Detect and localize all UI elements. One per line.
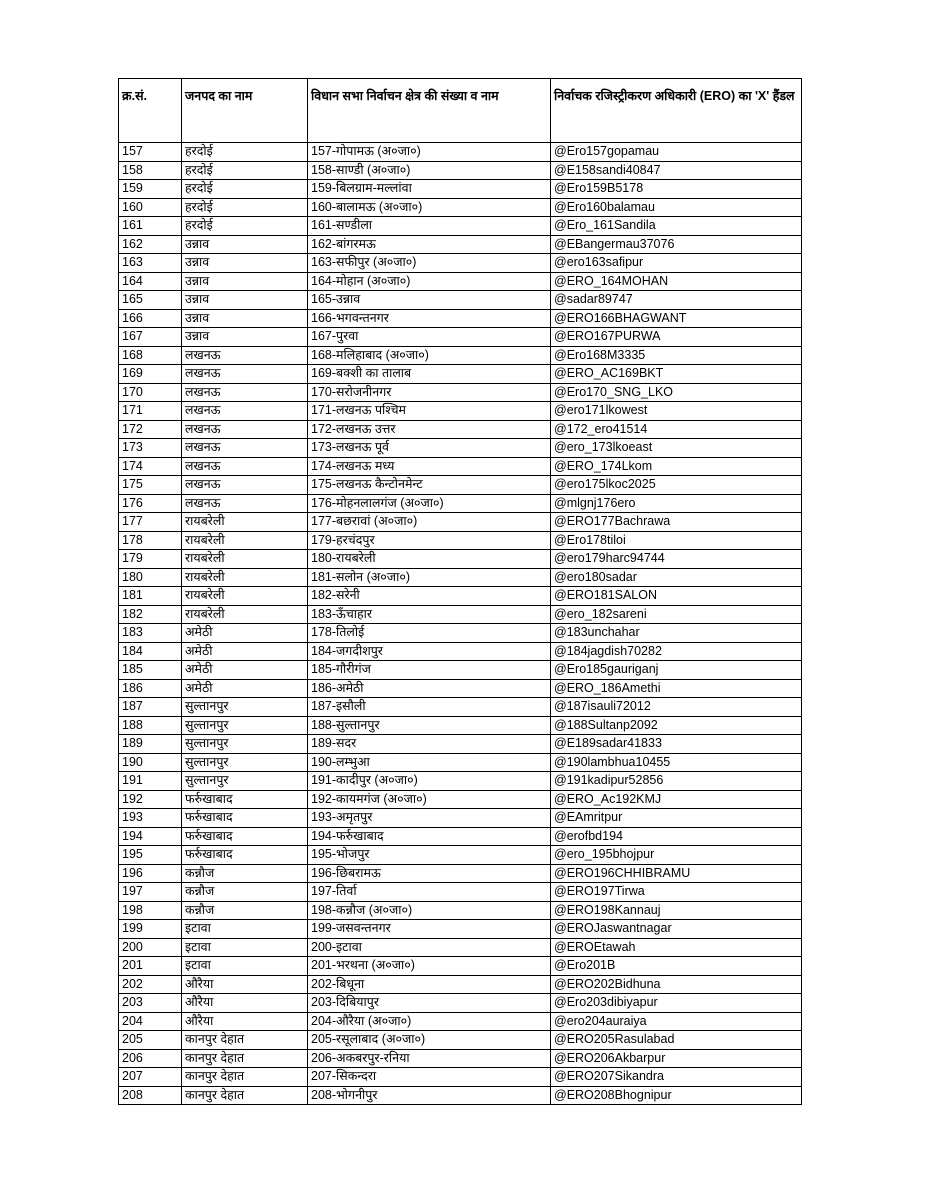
serial-number-cell: 203 — [119, 994, 182, 1013]
district-name-cell: उन्नाव — [182, 272, 308, 291]
serial-number-cell: 197 — [119, 883, 182, 902]
district-name-cell: उन्नाव — [182, 309, 308, 328]
table-row — [119, 494, 802, 513]
table-row — [119, 975, 802, 994]
table-row — [119, 272, 802, 291]
ero-handle-cell: @ero_173lkoeast — [551, 439, 802, 458]
ero-handle-cell: @183unchahar — [551, 624, 802, 643]
ero-handle-cell: @ERO198Kannauj — [551, 901, 802, 920]
table-row — [119, 1012, 802, 1031]
district-name-cell: औरैया — [182, 1012, 308, 1031]
constituency-cell: 159-बिलग्राम-मल्लांवा — [308, 180, 551, 199]
serial-number-cell: 198 — [119, 901, 182, 920]
district-name-cell: फर्रुखाबाद — [182, 790, 308, 809]
ero-handle-cell: @ERO197Tirwa — [551, 883, 802, 902]
serial-number-cell: 167 — [119, 328, 182, 347]
serial-number-cell: 199 — [119, 920, 182, 939]
constituency-cell: 178-तिलोई — [308, 624, 551, 643]
constituency-cell: 167-पुरवा — [308, 328, 551, 347]
table-row — [119, 790, 802, 809]
table-row — [119, 217, 802, 236]
ero-handle-cell: @Ero157gopamau — [551, 143, 802, 162]
serial-number-cell: 183 — [119, 624, 182, 643]
serial-number-cell: 194 — [119, 827, 182, 846]
serial-number-cell: 201 — [119, 957, 182, 976]
table-row — [119, 587, 802, 606]
ero-handle-cell: @E158sandi40847 — [551, 161, 802, 180]
district-name-cell: उन्नाव — [182, 254, 308, 273]
district-name-cell: रायबरेली — [182, 568, 308, 587]
ero-handle-cell: @erofbd194 — [551, 827, 802, 846]
ero-handle-cell: @Ero185gauriganj — [551, 661, 802, 680]
table-row — [119, 476, 802, 495]
district-name-cell: उन्नाव — [182, 328, 308, 347]
constituency-cell: 170-सरोजनीनगर — [308, 383, 551, 402]
ero-handle-cell: @187isauli72012 — [551, 698, 802, 717]
ero-handle-cell: @ero180sadar — [551, 568, 802, 587]
table-row — [119, 309, 802, 328]
district-name-cell: अमेठी — [182, 624, 308, 643]
district-name-cell: रायबरेली — [182, 587, 308, 606]
table-row — [119, 957, 802, 976]
table-row — [119, 161, 802, 180]
ero-handle-cell: @ERO205Rasulabad — [551, 1031, 802, 1050]
district-name-cell: अमेठी — [182, 661, 308, 680]
ero-handle-cell: @ERO181SALON — [551, 587, 802, 606]
serial-number-cell: 190 — [119, 753, 182, 772]
table-row — [119, 772, 802, 791]
ero-handle-cell: @Ero159B5178 — [551, 180, 802, 199]
serial-number-cell: 184 — [119, 642, 182, 661]
constituency-cell: 180-रायबरेली — [308, 550, 551, 569]
table-row — [119, 901, 802, 920]
constituency-cell: 183-ऊँचाहार — [308, 605, 551, 624]
ero-handle-cell: @ero175lkoc2025 — [551, 476, 802, 495]
table-row — [119, 328, 802, 347]
district-name-cell: कन्नौज — [182, 883, 308, 902]
district-name-cell: हरदोई — [182, 143, 308, 162]
ero-handle-cell: @ERO206Akbarpur — [551, 1049, 802, 1068]
district-name-cell: फर्रुखाबाद — [182, 827, 308, 846]
constituency-cell: 184-जगदीशपुर — [308, 642, 551, 661]
serial-number-cell: 175 — [119, 476, 182, 495]
serial-number-cell: 169 — [119, 365, 182, 384]
table-row — [119, 420, 802, 439]
table-row — [119, 753, 802, 772]
table-row — [119, 920, 802, 939]
table-row — [119, 550, 802, 569]
serial-number-cell: 162 — [119, 235, 182, 254]
district-name-cell: सुल्तानपुर — [182, 753, 308, 772]
serial-number-cell: 191 — [119, 772, 182, 791]
district-name-cell: औरैया — [182, 994, 308, 1013]
serial-number-cell: 163 — [119, 254, 182, 273]
table-row — [119, 864, 802, 883]
district-name-cell: कानपुर देहात — [182, 1031, 308, 1050]
serial-number-cell: 174 — [119, 457, 182, 476]
ero-handle-cell: @Ero201B — [551, 957, 802, 976]
ero-handle-cell: @ERO_186Amethi — [551, 679, 802, 698]
ero-handle-cell: @190lambhua10455 — [551, 753, 802, 772]
constituency-cell: 164-मोहान (अ०जा०) — [308, 272, 551, 291]
ero-handle-cell: @ERO207Sikandra — [551, 1068, 802, 1087]
constituency-cell: 187-इसौली — [308, 698, 551, 717]
serial-number-cell: 160 — [119, 198, 182, 217]
constituency-cell: 165-उन्नाव — [308, 291, 551, 310]
ero-handle-cell: @ERO177Bachrawa — [551, 513, 802, 532]
district-name-cell: फर्रुखाबाद — [182, 809, 308, 828]
ero-handle-cell: @Ero203dibiyapur — [551, 994, 802, 1013]
table-header — [119, 79, 802, 143]
constituency-cell: 173-लखनऊ पूर्व — [308, 439, 551, 458]
ero-handle-cell: @184jagdish70282 — [551, 642, 802, 661]
table-row — [119, 605, 802, 624]
district-name-cell: सुल्तानपुर — [182, 716, 308, 735]
ero-handle-cell: @ERO_164MOHAN — [551, 272, 802, 291]
serial-number-cell: 204 — [119, 1012, 182, 1031]
ero-handle-cell: @ero_182sareni — [551, 605, 802, 624]
ero-handle-cell: @E189sadar41833 — [551, 735, 802, 754]
ero-handle-cell: @191kadipur52856 — [551, 772, 802, 791]
ero-handle-cell: @Ero168M3335 — [551, 346, 802, 365]
constituency-cell: 157-गोपामऊ (अ०जा०) — [308, 143, 551, 162]
serial-number-cell: 205 — [119, 1031, 182, 1050]
constituency-cell: 186-अमेठी — [308, 679, 551, 698]
ero-handle-cell: @Ero170_SNG_LKO — [551, 383, 802, 402]
table-row — [119, 365, 802, 384]
serial-number-cell: 181 — [119, 587, 182, 606]
constituency-cell: 161-सण्डीला — [308, 217, 551, 236]
district-name-cell: कन्नौज — [182, 864, 308, 883]
serial-number-cell: 164 — [119, 272, 182, 291]
table-row — [119, 439, 802, 458]
ero-handles-table — [118, 78, 802, 1105]
table-row — [119, 642, 802, 661]
district-name-cell: हरदोई — [182, 217, 308, 236]
serial-number-cell: 193 — [119, 809, 182, 828]
serial-number-cell: 200 — [119, 938, 182, 957]
table-row — [119, 198, 802, 217]
table-row — [119, 698, 802, 717]
serial-number-cell: 188 — [119, 716, 182, 735]
serial-number-cell: 176 — [119, 494, 182, 513]
ero-handle-cell: @EROEtawah — [551, 938, 802, 957]
constituency-cell: 171-लखनऊ पश्चिम — [308, 402, 551, 421]
constituency-cell: 190-लम्भुआ — [308, 753, 551, 772]
constituency-cell: 166-भगवन्तनगर — [308, 309, 551, 328]
constituency-cell: 204-औरैया (अ०जा०) — [308, 1012, 551, 1031]
table-row — [119, 846, 802, 865]
constituency-cell: 197-तिर्वा — [308, 883, 551, 902]
district-name-cell: लखनऊ — [182, 457, 308, 476]
serial-number-cell: 185 — [119, 661, 182, 680]
constituency-cell: 208-भोगनीपुर — [308, 1086, 551, 1105]
serial-number-cell: 170 — [119, 383, 182, 402]
serial-number-cell: 178 — [119, 531, 182, 550]
constituency-cell: 174-लखनऊ मध्य — [308, 457, 551, 476]
district-name-cell: कानपुर देहात — [182, 1086, 308, 1105]
constituency-cell: 181-सलोन (अ०जा०) — [308, 568, 551, 587]
ero-handle-cell: @EBangermau37076 — [551, 235, 802, 254]
ero-handle-cell: @Ero160balamau — [551, 198, 802, 217]
table-row — [119, 254, 802, 273]
serial-number-cell: 195 — [119, 846, 182, 865]
header-serial-number: क्र.सं. — [119, 79, 182, 143]
table-row — [119, 661, 802, 680]
ero-handle-cell: @ERO_174Lkom — [551, 457, 802, 476]
constituency-cell: 207-सिकन्दरा — [308, 1068, 551, 1087]
table-row — [119, 1031, 802, 1050]
district-name-cell: हरदोई — [182, 161, 308, 180]
serial-number-cell: 161 — [119, 217, 182, 236]
district-name-cell: कन्नौज — [182, 901, 308, 920]
district-name-cell: सुल्तानपुर — [182, 698, 308, 717]
district-name-cell: उन्नाव — [182, 235, 308, 254]
ero-handle-cell: @ero163safipur — [551, 254, 802, 273]
constituency-cell: 168-मलिहाबाद (अ०जा०) — [308, 346, 551, 365]
table-row — [119, 346, 802, 365]
serial-number-cell: 168 — [119, 346, 182, 365]
constituency-cell: 205-रसूलाबाद (अ०जा०) — [308, 1031, 551, 1050]
ero-handle-cell: @ERO_Ac192KMJ — [551, 790, 802, 809]
table-row — [119, 679, 802, 698]
district-name-cell: सुल्तानपुर — [182, 772, 308, 791]
district-name-cell: औरैया — [182, 975, 308, 994]
serial-number-cell: 192 — [119, 790, 182, 809]
constituency-cell: 201-भरथना (अ०जा०) — [308, 957, 551, 976]
constituency-cell: 179-हरचंदपुर — [308, 531, 551, 550]
table-row — [119, 457, 802, 476]
serial-number-cell: 159 — [119, 180, 182, 199]
serial-number-cell: 179 — [119, 550, 182, 569]
district-name-cell: कानपुर देहात — [182, 1068, 308, 1087]
table-row — [119, 624, 802, 643]
ero-handle-cell: @ERO196CHHIBRAMU — [551, 864, 802, 883]
district-name-cell: लखनऊ — [182, 476, 308, 495]
district-name-cell: रायबरेली — [182, 605, 308, 624]
ero-handle-cell: @ERO208Bhognipur — [551, 1086, 802, 1105]
table-row — [119, 735, 802, 754]
district-name-cell: लखनऊ — [182, 420, 308, 439]
table-row — [119, 994, 802, 1013]
serial-number-cell: 180 — [119, 568, 182, 587]
table-row — [119, 235, 802, 254]
constituency-cell: 200-इटावा — [308, 938, 551, 957]
district-name-cell: फर्रुखाबाद — [182, 846, 308, 865]
district-name-cell: उन्नाव — [182, 291, 308, 310]
district-name-cell: कानपुर देहात — [182, 1049, 308, 1068]
serial-number-cell: 177 — [119, 513, 182, 532]
constituency-cell: 189-सदर — [308, 735, 551, 754]
serial-number-cell: 196 — [119, 864, 182, 883]
ero-handle-cell: @ERO167PURWA — [551, 328, 802, 347]
constituency-cell: 162-बांगरमऊ — [308, 235, 551, 254]
serial-number-cell: 206 — [119, 1049, 182, 1068]
district-name-cell: लखनऊ — [182, 439, 308, 458]
district-name-cell: इटावा — [182, 957, 308, 976]
constituency-cell: 195-भोजपुर — [308, 846, 551, 865]
serial-number-cell: 202 — [119, 975, 182, 994]
constituency-cell: 206-अकबरपुर-रनिया — [308, 1049, 551, 1068]
serial-number-cell: 207 — [119, 1068, 182, 1087]
ero-handle-cell: @Ero_161Sandila — [551, 217, 802, 236]
constituency-cell: 196-छिबरामऊ — [308, 864, 551, 883]
ero-handle-cell: @ERO_AC169BKT — [551, 365, 802, 384]
ero-handle-cell: @ero171lkowest — [551, 402, 802, 421]
district-name-cell: रायबरेली — [182, 550, 308, 569]
ero-handle-cell: @EROJaswantnagar — [551, 920, 802, 939]
constituency-cell: 182-सरेनी — [308, 587, 551, 606]
serial-number-cell: 208 — [119, 1086, 182, 1105]
table-row — [119, 513, 802, 532]
ero-handle-cell: @EAmritpur — [551, 809, 802, 828]
constituency-cell: 188-सुल्तानपुर — [308, 716, 551, 735]
header-row — [119, 79, 802, 143]
constituency-cell: 203-दिबियापुर — [308, 994, 551, 1013]
district-name-cell: इटावा — [182, 920, 308, 939]
constituency-cell: 176-मोहनलालगंज (अ०जा०) — [308, 494, 551, 513]
serial-number-cell: 165 — [119, 291, 182, 310]
table-row — [119, 1086, 802, 1105]
district-name-cell: रायबरेली — [182, 513, 308, 532]
constituency-cell: 193-अमृतपुर — [308, 809, 551, 828]
district-name-cell: लखनऊ — [182, 365, 308, 384]
serial-number-cell: 187 — [119, 698, 182, 717]
serial-number-cell: 157 — [119, 143, 182, 162]
constituency-cell: 175-लखनऊ कैन्टोनमेन्ट — [308, 476, 551, 495]
district-name-cell: लखनऊ — [182, 494, 308, 513]
table-row — [119, 1068, 802, 1087]
ero-handle-cell: @ERO166BHAGWANT — [551, 309, 802, 328]
constituency-cell: 158-साण्डी (अ०जा०) — [308, 161, 551, 180]
district-name-cell: इटावा — [182, 938, 308, 957]
constituency-cell: 198-कन्नौज (अ०जा०) — [308, 901, 551, 920]
constituency-cell: 191-कादीपुर (अ०जा०) — [308, 772, 551, 791]
constituency-cell: 172-लखनऊ उत्तर — [308, 420, 551, 439]
table-row — [119, 809, 802, 828]
header-constituency: विधान सभा निर्वाचन क्षेत्र की संख्या व नाम — [308, 79, 551, 143]
constituency-cell: 192-कायमगंज (अ०जा०) — [308, 790, 551, 809]
constituency-cell: 194-फर्रुखाबाद — [308, 827, 551, 846]
constituency-cell: 163-सफीपुर (अ०जा०) — [308, 254, 551, 273]
table-body — [119, 143, 802, 1105]
district-name-cell: हरदोई — [182, 180, 308, 199]
constituency-cell: 199-जसवन्तनगर — [308, 920, 551, 939]
serial-number-cell: 189 — [119, 735, 182, 754]
table-row — [119, 383, 802, 402]
serial-number-cell: 173 — [119, 439, 182, 458]
serial-number-cell: 186 — [119, 679, 182, 698]
district-name-cell: हरदोई — [182, 198, 308, 217]
table-row — [119, 827, 802, 846]
district-name-cell: सुल्तानपुर — [182, 735, 308, 754]
table-row — [119, 716, 802, 735]
constituency-cell: 169-बक्शी का तालाब — [308, 365, 551, 384]
district-name-cell: लखनऊ — [182, 402, 308, 421]
district-name-cell: लखनऊ — [182, 383, 308, 402]
district-name-cell: लखनऊ — [182, 346, 308, 365]
district-name-cell: अमेठी — [182, 642, 308, 661]
ero-handle-cell: @sadar89747 — [551, 291, 802, 310]
ero-handle-cell: @ERO202Bidhuna — [551, 975, 802, 994]
district-name-cell: अमेठी — [182, 679, 308, 698]
serial-number-cell: 158 — [119, 161, 182, 180]
ero-handle-cell: @Ero178tiloi — [551, 531, 802, 550]
table-row — [119, 180, 802, 199]
table-row — [119, 1049, 802, 1068]
ero-handle-cell: @172_ero41514 — [551, 420, 802, 439]
constituency-cell: 202-बिधूना — [308, 975, 551, 994]
table-row — [119, 938, 802, 957]
serial-number-cell: 182 — [119, 605, 182, 624]
ero-handle-cell: @mlgnj176ero — [551, 494, 802, 513]
table-row — [119, 143, 802, 162]
constituency-cell: 177-बछरावां (अ०जा०) — [308, 513, 551, 532]
ero-handle-cell: @ero204auraiya — [551, 1012, 802, 1031]
ero-handle-cell: @188Sultanp2092 — [551, 716, 802, 735]
serial-number-cell: 171 — [119, 402, 182, 421]
serial-number-cell: 172 — [119, 420, 182, 439]
ero-handle-cell: @ero179harc94744 — [551, 550, 802, 569]
table-row — [119, 291, 802, 310]
table-row — [119, 883, 802, 902]
constituency-cell: 185-गौरीगंज — [308, 661, 551, 680]
serial-number-cell: 166 — [119, 309, 182, 328]
header-ero-x-handle: निर्वाचक रजिस्ट्रीकरण अधिकारी (ERO) का 'X' हैंडल — [551, 79, 802, 143]
table-row — [119, 531, 802, 550]
table-row — [119, 568, 802, 587]
ero-handle-cell: @ero_195bhojpur — [551, 846, 802, 865]
header-district-name: जनपद का नाम — [182, 79, 308, 143]
constituency-cell: 160-बालामऊ (अ०जा०) — [308, 198, 551, 217]
district-name-cell: रायबरेली — [182, 531, 308, 550]
table-row — [119, 402, 802, 421]
